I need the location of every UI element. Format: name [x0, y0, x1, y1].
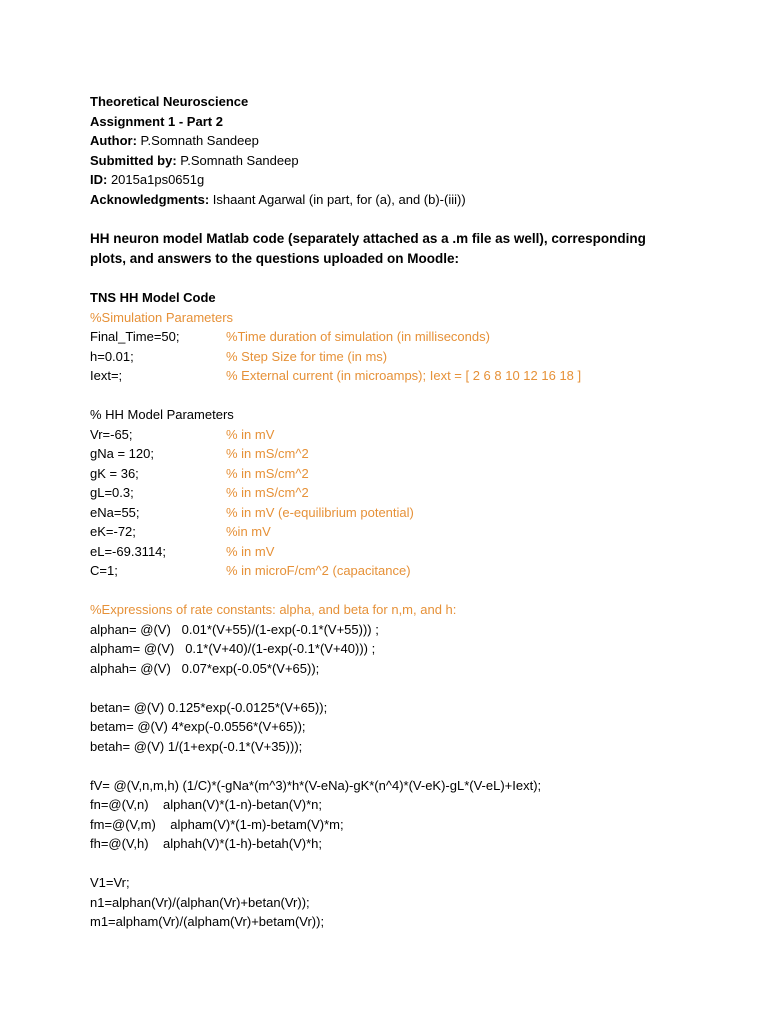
sim-params-heading: %Simulation Parameters — [90, 309, 234, 325]
submitted-by-line — [90, 151, 690, 171]
model-param-code: Vr=-65; — [90, 426, 133, 442]
sim-param-code: Final_Time=50; — [90, 329, 180, 344]
rate-constants-heading: %Expressions of rate constants: alpha, and beta for n,m, and h: — [90, 602, 457, 617]
alpha-expression-line: alphah= @(V) 0.07*exp(-0.05*(V+65)); — [90, 660, 320, 676]
model-param-comment: % in mS/cm^2 — [226, 485, 309, 500]
model-params-heading: % HH Model Parameters — [90, 407, 234, 422]
init-line: V1=Vr; — [90, 875, 130, 890]
model-param-comment: % in mV (e-equilibrium potential) — [226, 504, 414, 520]
beta-expressions — [90, 698, 690, 757]
model-param-code: eNa=55; — [90, 504, 140, 520]
function-line: fn=@(V,n) alphan(V)*(1-n)-betan(V)*n; — [90, 797, 323, 812]
init-line: m1=alpham(Vr)/(alpham(Vr)+betam(Vr)); — [90, 914, 325, 929]
beta-expression-line: betam= @(V) 4*exp(-0.0556*(V+65)); — [90, 719, 306, 734]
model-param-comment: %in mV — [226, 524, 271, 539]
derivative-functions — [90, 776, 690, 854]
model-param-row — [90, 425, 690, 445]
model-param-code: gNa = 120; — [90, 446, 154, 461]
author-value: P.Somnath Sandeep — [136, 133, 259, 148]
sim-param-code: h=0.01; — [90, 348, 134, 364]
submitted-label: Submitted by: — [90, 152, 177, 168]
function-line: fm=@(V,m) alpham(V)*(1-m)-betam(V)*m; — [90, 816, 344, 832]
model-param-row — [90, 561, 690, 581]
beta-expression-line: betah= @(V) 1/(1+exp(-0.1*(V+35))); — [90, 738, 303, 754]
model-param-row — [90, 464, 690, 484]
sim-param-comment: %Time duration of simulation (in milliseconds) — [226, 329, 490, 344]
id-line — [90, 170, 690, 190]
model-params-list — [90, 425, 690, 581]
course-title: Theoretical Neuroscience — [90, 94, 249, 109]
ack-label: Acknowledgments: — [90, 191, 210, 207]
model-param-comment: % in microF/cm^2 (capacitance) — [226, 563, 411, 578]
alpha-expression-line: alphan= @(V) 0.01*(V+55)/(1-exp(-0.1*(V+55))) ; — [90, 621, 379, 637]
model-param-row — [90, 522, 690, 542]
sim-param-row — [90, 347, 690, 367]
model-param-row — [90, 542, 690, 562]
id-value: 2015a1ps0651g — [107, 172, 205, 187]
model-param-comment: % in mV — [226, 543, 275, 559]
acknowledgments-line — [90, 190, 690, 210]
model-param-row — [90, 503, 690, 523]
sim-param-code: Iext=; — [90, 368, 123, 383]
initial-conditions — [90, 873, 690, 932]
author-line — [90, 131, 690, 151]
assignment-title: Assignment 1 - Part 2 — [90, 113, 223, 129]
function-line: fV= @(V,n,m,h) (1/C)*(-gNa*(m^3)*h*(V-eNa)-gK*(n^4)*(V-eK)-gL*(V-eL)+Iext); — [90, 777, 542, 793]
function-line: fh=@(V,h) alphah(V)*(1-h)-betah(V)*h; — [90, 836, 323, 851]
alpha-expression-line: alpham= @(V) 0.1*(V+40)/(1-exp(-0.1*(V+40))) ; — [90, 641, 376, 656]
author-label: Author: — [90, 133, 137, 148]
sim-param-comment: % Step Size for time (in ms) — [226, 348, 388, 364]
model-param-code: gK = 36; — [90, 465, 139, 481]
model-param-code: gL=0.3; — [90, 485, 134, 500]
sim-param-row — [90, 366, 690, 386]
intro-paragraph: HH neuron model Matlab code (separately attached as a .m file as well), corresponding plots, and answers to the questions uploaded on Moodle: — [90, 230, 646, 266]
model-param-row — [90, 483, 690, 503]
document-body — [90, 92, 690, 932]
model-param-comment: % in mV — [226, 426, 275, 442]
id-label: ID: — [90, 172, 108, 187]
submitted-value: P.Somnath Sandeep — [176, 152, 299, 168]
model-param-comment: % in mS/cm^2 — [226, 446, 309, 461]
sim-param-row — [90, 327, 690, 347]
model-param-code: eL=-69.3114; — [90, 543, 167, 559]
model-param-comment: % in mS/cm^2 — [226, 465, 309, 481]
code-title: TNS HH Model Code — [90, 290, 216, 305]
model-param-row — [90, 444, 690, 464]
beta-expression-line: betan= @(V) 0.125*exp(-0.0125*(V+65)); — [90, 699, 328, 715]
sim-param-comment: % External current (in microamps); Iext = [ 2 6 8 10 12 16 18 ] — [226, 368, 582, 383]
alpha-expressions — [90, 620, 690, 679]
init-line: n1=alphan(Vr)/(alphan(Vr)+betan(Vr)); — [90, 894, 310, 910]
sim-params-list — [90, 327, 690, 386]
model-param-code: C=1; — [90, 563, 118, 578]
model-param-code: eK=-72; — [90, 524, 136, 539]
ack-value: Ishaant Agarwal (in part, for (a), and (b)-(iii)) — [209, 191, 466, 207]
